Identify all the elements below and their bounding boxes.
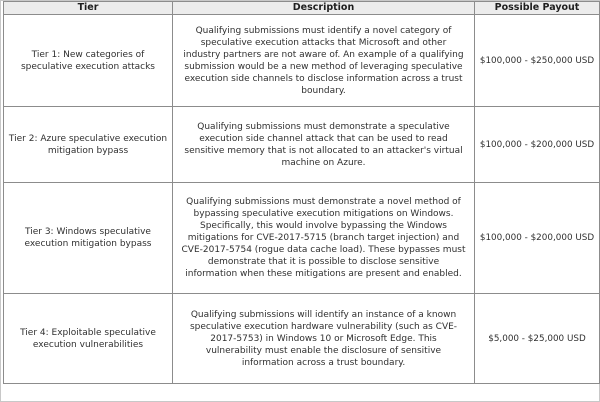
tier-cell: Tier 2: Azure speculative execution mitigation bypass xyxy=(4,107,173,183)
payout-cell: $100,000 - $200,000 USD xyxy=(475,107,600,183)
description-cell: Qualifying submissions must identify a novel category of speculative execution attacks that Microsoft and other industry partners are not aware of. An example of a qualifying submission would be a new method of leveraging speculative execution side channels to disclose information across a trust boundary. xyxy=(173,15,475,107)
description-cell: Qualifying submissions must demonstrate a speculative execution side channel attack that can be used to read sensitive memory that is not allocated to an attacker's virtual machine on Azure. xyxy=(173,107,475,183)
tier-cell: Tier 4: Exploitable speculative execution vulnerabilities xyxy=(4,294,173,384)
table-row xyxy=(4,183,600,294)
payout-cell: $5,000 - $25,000 USD xyxy=(475,294,600,384)
header-description: Description xyxy=(173,2,475,15)
description-cell: Qualifying submissions must demonstrate a novel method of bypassing speculative execution mitigations on Windows. Specifically, this would involve bypassing the Windows mitigations for CVE-2017-5715 (branch target injection) and CVE-2017-5754 (rogue data cache load). These bypasses must demonstrate that it is possible to disclose sensitive information when these mitigations are present and enabled. xyxy=(173,183,475,294)
header-payout: Possible Payout xyxy=(475,2,600,15)
header-tier: Tier xyxy=(4,2,173,15)
table-row xyxy=(4,15,600,107)
tier-cell: Tier 1: New categories of speculative execution attacks xyxy=(4,15,173,107)
table-row xyxy=(4,107,600,183)
table-row xyxy=(4,294,600,384)
payout-cell: $100,000 - $250,000 USD xyxy=(475,15,600,107)
tier-cell: Tier 3: Windows speculative execution mitigation bypass xyxy=(4,183,173,294)
description-cell: Qualifying submissions will identify an instance of a known speculative execution hardware vulnerability (such as CVE-2017-5753) in Windows 10 or Microsoft Edge. This vulnerability must enable the disclosure of sensitive information across a trust boundary. xyxy=(173,294,475,384)
table-header-row xyxy=(4,2,600,15)
bounty-tiers-table xyxy=(3,1,600,384)
payout-cell: $100,000 - $200,000 USD xyxy=(475,183,600,294)
